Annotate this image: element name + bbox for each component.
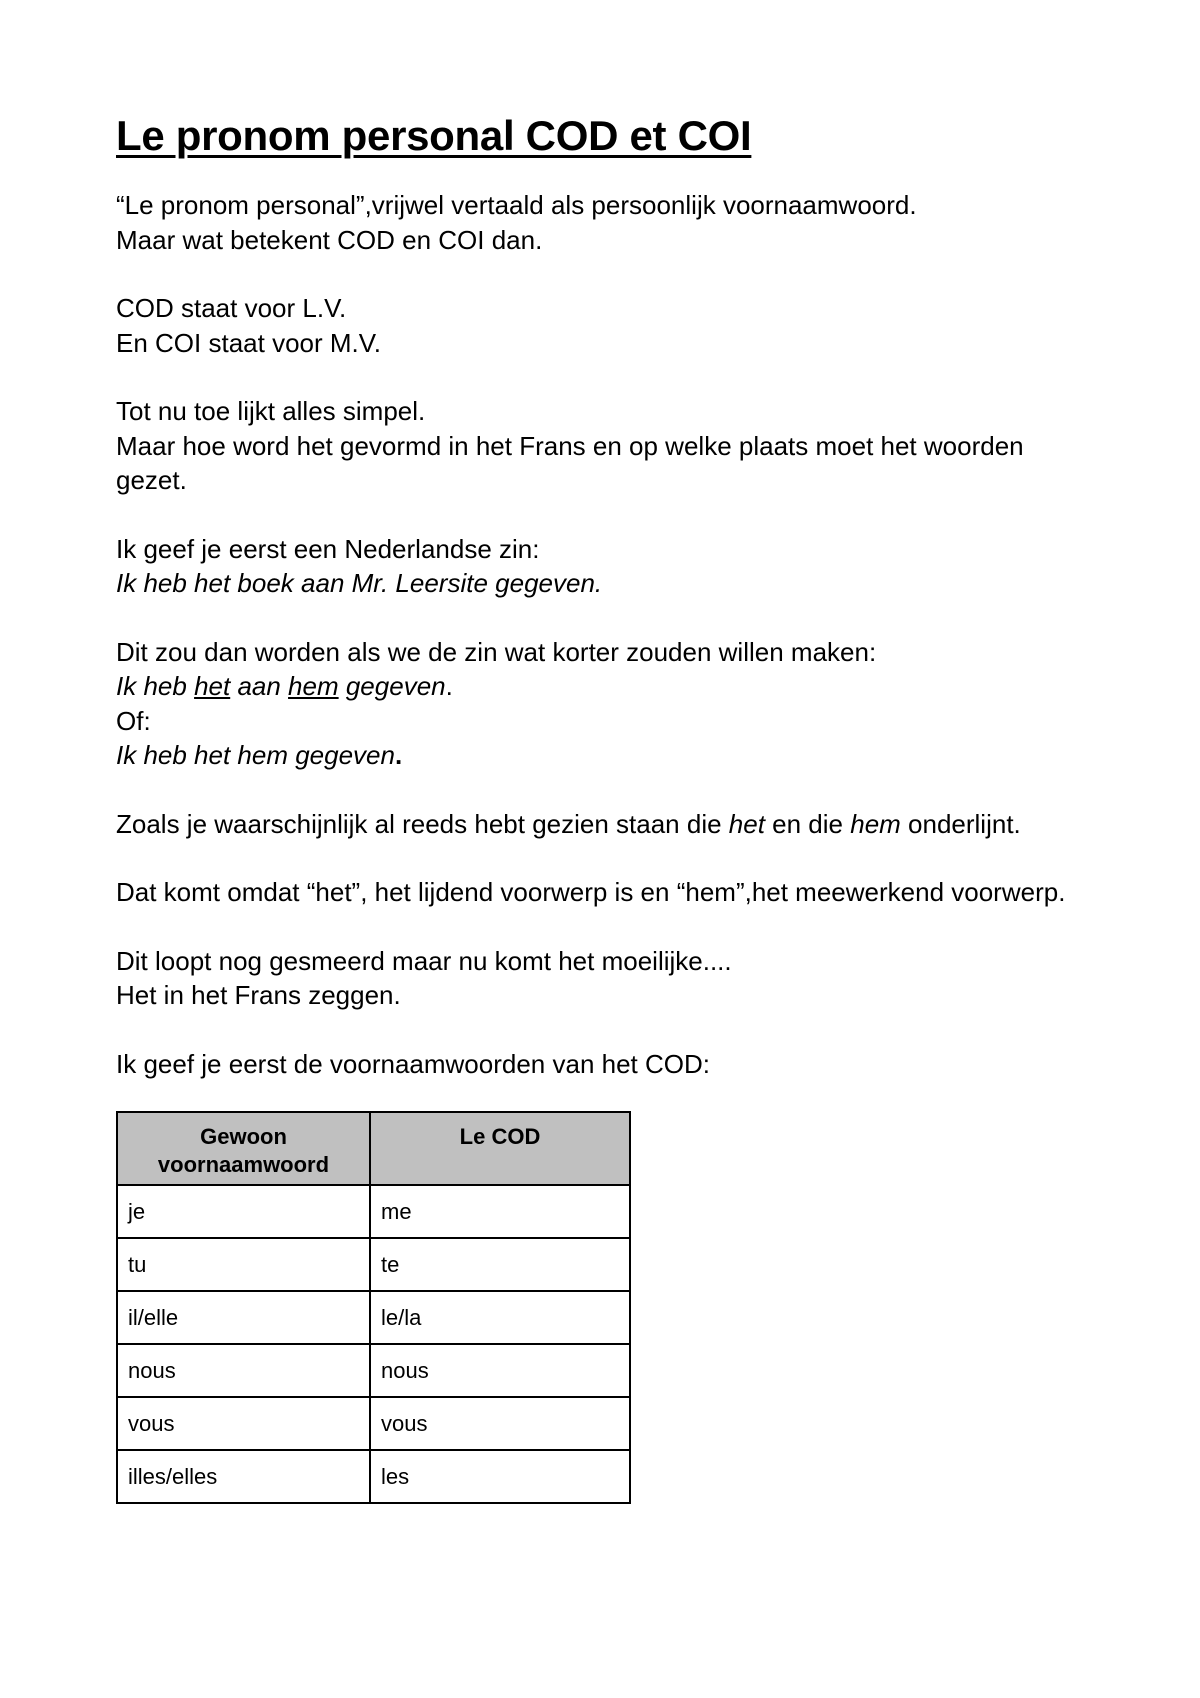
paragraph-question	[116, 394, 1076, 498]
example-sentence-short	[116, 669, 1076, 704]
text-line: Maar hoe word het gevormd in het Frans en op welke plaats moet het woorden gezet.	[116, 430, 1024, 496]
example-sentence-alt	[116, 738, 1076, 773]
text-fragment: .	[445, 671, 453, 702]
table-row	[117, 1238, 630, 1291]
table-cell: nous	[370, 1344, 630, 1397]
table-cell: vous	[117, 1397, 370, 1450]
text-fragment: aan	[230, 671, 289, 702]
page-title: Le pronom personal COD et COI	[116, 112, 752, 159]
table-row	[117, 1397, 630, 1450]
document-page	[116, 112, 1076, 1504]
text-line: Of:	[116, 705, 151, 736]
underlined-word: het	[194, 671, 231, 702]
text-fragment: Ik heb	[116, 671, 195, 702]
text-line: “Le pronom personal”,vrijwel vertaald als persoonlijk voornaamwoord.	[116, 190, 917, 221]
example-sentence: Ik heb het boek aan Mr. Leersite gegeven.	[116, 568, 603, 599]
paragraph-example-sentence	[116, 532, 1076, 601]
table-row	[117, 1185, 630, 1238]
text-fragment: en die	[764, 808, 851, 839]
table-cell: je	[117, 1185, 370, 1238]
italic-word: het	[728, 808, 765, 839]
table-cell: illes/elles	[117, 1450, 370, 1503]
table-cell: te	[370, 1238, 630, 1291]
text-line: Dat komt omdat “het”, het lijdend voorwerp is en “hem”,het meewerkend voorwerp.	[116, 877, 1066, 908]
text-line: Dit zou dan worden als we de zin wat korter zouden willen maken:	[116, 636, 877, 667]
paragraph-shortened	[116, 635, 1076, 773]
table-header-row	[117, 1112, 630, 1185]
table-cell: le/la	[370, 1291, 630, 1344]
column-header-gewoon: Gewoon voornaamwoord	[117, 1112, 370, 1185]
text-fragment: Ik heb het hem gegeven	[116, 740, 395, 771]
paragraph-table-intro	[116, 1047, 1076, 1082]
text-line: En COI staat voor M.V.	[116, 327, 381, 358]
table-row	[117, 1450, 630, 1503]
underlined-word: hem	[288, 671, 339, 702]
paragraph-underlined-note	[116, 807, 1076, 842]
table-cell: vous	[370, 1397, 630, 1450]
table-cell: les	[370, 1450, 630, 1503]
text-line: Tot nu toe lijkt alles simpel.	[116, 396, 426, 427]
text-fragment: Zoals je waarschijnlijk al reeds hebt gezien staan die	[116, 808, 729, 839]
column-header-le-cod: Le COD	[370, 1112, 630, 1185]
text-fragment: onderlijnt.	[900, 808, 1021, 839]
text-line: Het in het Frans zeggen.	[116, 980, 401, 1011]
paragraph-explanation	[116, 875, 1076, 910]
table-cell: il/elle	[117, 1291, 370, 1344]
text-line: COD staat voor L.V.	[116, 293, 347, 324]
text-line: Ik geef je eerst een Nederlandse zin:	[116, 533, 540, 564]
text-line: Maar wat betekent COD en COI dan.	[116, 224, 543, 255]
italic-word: hem	[850, 808, 901, 839]
paragraph-definitions	[116, 291, 1076, 360]
text-line: Ik geef je eerst de voornaamwoorden van het COD:	[116, 1048, 710, 1079]
text-fragment: gegeven	[338, 671, 446, 702]
cod-pronoun-table	[116, 1111, 631, 1504]
text-fragment: .	[394, 740, 403, 771]
table-cell: nous	[117, 1344, 370, 1397]
paragraph-intro	[116, 188, 1076, 257]
paragraph-transition	[116, 944, 1076, 1013]
table-cell: me	[370, 1185, 630, 1238]
table-row	[117, 1344, 630, 1397]
table-row	[117, 1291, 630, 1344]
text-line: Dit loopt nog gesmeerd maar nu komt het moeilijke....	[116, 945, 732, 976]
table-cell: tu	[117, 1238, 370, 1291]
